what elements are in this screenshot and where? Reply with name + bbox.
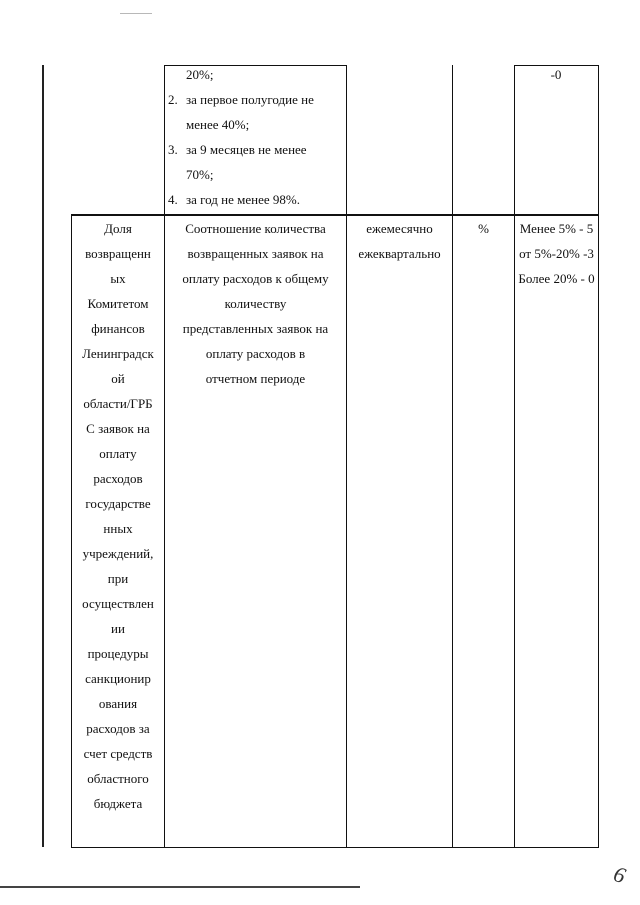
score-scale-line: Менее 5% - 5 — [519, 221, 594, 236]
formula-line: представленных заявок на — [182, 321, 329, 336]
indicator-name-line: осуществлен — [82, 596, 154, 611]
list-item — [168, 162, 344, 187]
formula-line: отчетном периоде — [205, 371, 306, 386]
indicator-name-line: Комитетом — [87, 296, 149, 311]
formula-line: возвращенных заявок на — [187, 246, 324, 261]
indicator-name-line: расходов — [93, 471, 143, 486]
formula-line: оплату расходов к общему — [182, 271, 329, 286]
table-border — [514, 65, 515, 848]
score-text: -0 — [550, 67, 562, 82]
list-item-text: 20%; — [186, 67, 214, 82]
indicator-name-line: области/ГРБ — [83, 396, 153, 411]
indicator-name-line: ования — [98, 696, 138, 711]
list-item-text: менее 40%; — [186, 117, 250, 132]
indicator-name-line: процедуры — [87, 646, 149, 661]
indicator-name-line: возвращенн — [85, 246, 151, 261]
indicator-name-line: С заявок на — [86, 421, 150, 436]
indicator-name-line: ии — [111, 621, 125, 636]
indicator-name-line: ых — [110, 271, 126, 286]
score-scale-cell — [515, 216, 598, 291]
indicator-name-line: финансов — [91, 321, 145, 336]
list-item-number: 3. — [168, 142, 178, 157]
list-item — [168, 62, 344, 87]
list-item-text: 70%; — [186, 167, 214, 182]
table-border — [452, 65, 453, 848]
indicator-name-line: нных — [103, 521, 133, 536]
score-scale-line: Более 20% - 0 — [518, 271, 595, 286]
unit-cell — [453, 216, 514, 241]
formula-cell — [165, 216, 346, 391]
indicator-name-line: бюджета — [93, 796, 143, 811]
page-mark: 6 — [610, 860, 629, 889]
unit-text: % — [478, 221, 489, 236]
target-values-list — [168, 62, 344, 212]
formula-line: оплату расходов в — [205, 346, 306, 361]
indicator-name-line: расходов за — [86, 721, 150, 736]
list-item-text: за первое полугодие не — [186, 92, 314, 107]
formula-line: количеству — [224, 296, 287, 311]
indicator-name-line: при — [107, 571, 129, 586]
periodicity-cell — [347, 216, 452, 266]
list-item — [168, 112, 344, 137]
indicator-name-line: учреждений, — [82, 546, 154, 561]
score-scale-line: от 5%-20% -3 — [519, 246, 594, 261]
table-border — [346, 65, 347, 848]
indicator-name-line: Ленинградск — [82, 346, 154, 361]
indicator-name-line: оплату — [99, 446, 137, 461]
indicator-name-line: Доля — [104, 221, 132, 236]
table-border — [598, 65, 599, 848]
periodicity-line: ежемесячно — [366, 221, 433, 236]
indicator-name-line: счет средств — [83, 746, 153, 761]
indicator-name-cell — [72, 216, 164, 816]
list-item — [168, 87, 344, 112]
list-item-number: 4. — [168, 192, 178, 207]
scan-artifact — [120, 13, 152, 14]
list-item-text: за год не менее 98%. — [186, 192, 300, 207]
margin-line — [42, 65, 44, 847]
list-item — [168, 137, 344, 162]
indicator-name-line: государстве — [85, 496, 151, 511]
indicator-name-line: областного — [87, 771, 149, 786]
table-border — [71, 847, 599, 848]
score-cell — [514, 62, 598, 87]
formula-line: Соотношение количества — [185, 221, 326, 236]
list-item — [168, 187, 344, 212]
indicator-name-line: санкционир — [85, 671, 151, 686]
table-border — [164, 65, 165, 848]
periodicity-line: ежеквартально — [358, 246, 441, 261]
indicator-name-line: ой — [111, 371, 125, 386]
list-item-text: за 9 месяцев не менее — [186, 142, 307, 157]
margin-line — [0, 886, 360, 888]
list-item-number: 2. — [168, 92, 178, 107]
